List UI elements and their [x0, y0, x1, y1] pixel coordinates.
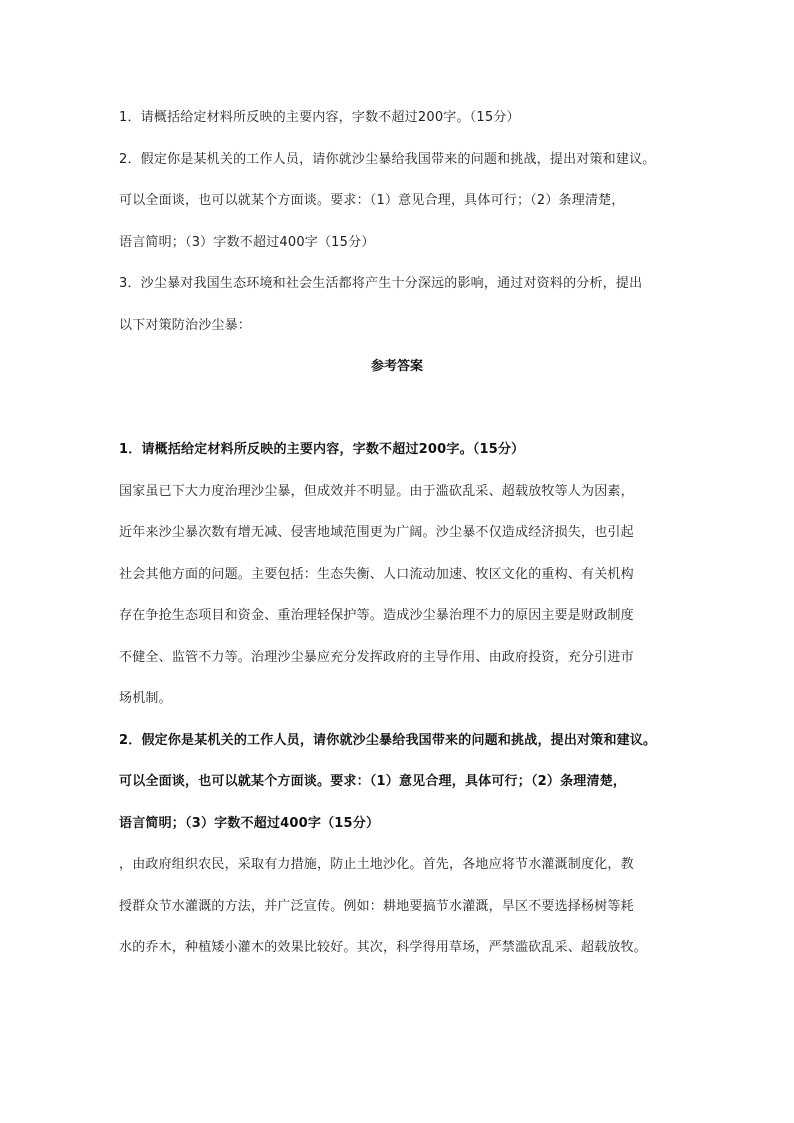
answer-2-heading-line-2: 可以全面谈，也可以就某个方面谈。要求：（1）意见合理，具体可行；（2）条理清楚， — [119, 774, 627, 789]
answer-2-line-1: ，由政府组织农民，采取有力措施，防止土地沙化。首先，各地应将节水灌溉制度化，教 — [119, 857, 634, 872]
answers-title: 参考答案 — [370, 359, 423, 374]
question-3-line-2: 以下对策防治沙尘暴： — [119, 318, 252, 333]
answer-2-line-2: 授群众节水灌溉的方法，并广泛宣传。例如：耕地要搞节水灌溉，旱区不要选择杨树等耗 — [119, 899, 634, 914]
question-3-line-1: 3．沙尘暴对我国生态环境和社会生活都将产生十分深远的影响，通过对资料的分析，提出 — [119, 276, 643, 291]
answer-1-heading: 1．请概括给定材料所反映的主要内容，字数不超过200字。（15分） — [119, 442, 525, 457]
answer-2-heading-line-1: 2．假定你是某机关的工作人员，请你就沙尘暴给我国带来的问题和挑战，提出对策和建议。 — [119, 733, 657, 748]
answer-2-heading-line-3: 语言简明；（3）字数不超过400字（15分） — [119, 816, 380, 831]
answer-1-line-6: 场机制。 — [119, 691, 172, 706]
question-2-line-1: 2．假定你是某机关的工作人员，请你就沙尘暴给我国带来的问题和挑战，提出对策和建议。 — [119, 152, 656, 167]
question-2-line-2: 可以全面谈，也可以就某个方面谈。要求：（1）意见合理，具体可行；（2）条理清楚， — [119, 193, 625, 208]
answer-1-line-3: 社会其他方面的问题。主要包括：生态失衡、人口流动加速、牧区文化的重构、有关机构 — [119, 567, 634, 582]
answer-1-line-5: 不健全、监管不力等。治理沙尘暴应充分发挥政府的主导作用、由政府投资，充分引进市 — [119, 650, 634, 665]
answer-1-line-4: 存在争抢生态项目和资金、重治理轻保护等。造成沙尘暴治理不力的原因主要是财政制度 — [119, 608, 634, 623]
question-1: 1．请概括给定材料所反映的主要内容，字数不超过200字。（15分） — [119, 110, 520, 125]
question-2-line-3: 语言简明；（3）字数不超过400字（15分） — [119, 235, 375, 250]
answer-1-line-1: 国家虽已下大力度治理沙尘暴，但成效并不明显。由于滥砍乱采、超载放牧等人为因素， — [119, 484, 634, 499]
answer-2-line-3: 水的乔木，种植矮小灌木的效果比较好。其次，科学得用草场，严禁滥砍乱采、超载放牧。 — [119, 940, 648, 955]
answer-1-line-2: 近年来沙尘暴次数有增无减、侵害地域范围更为广阔。沙尘暴不仅造成经济损失，也引起 — [119, 525, 634, 540]
